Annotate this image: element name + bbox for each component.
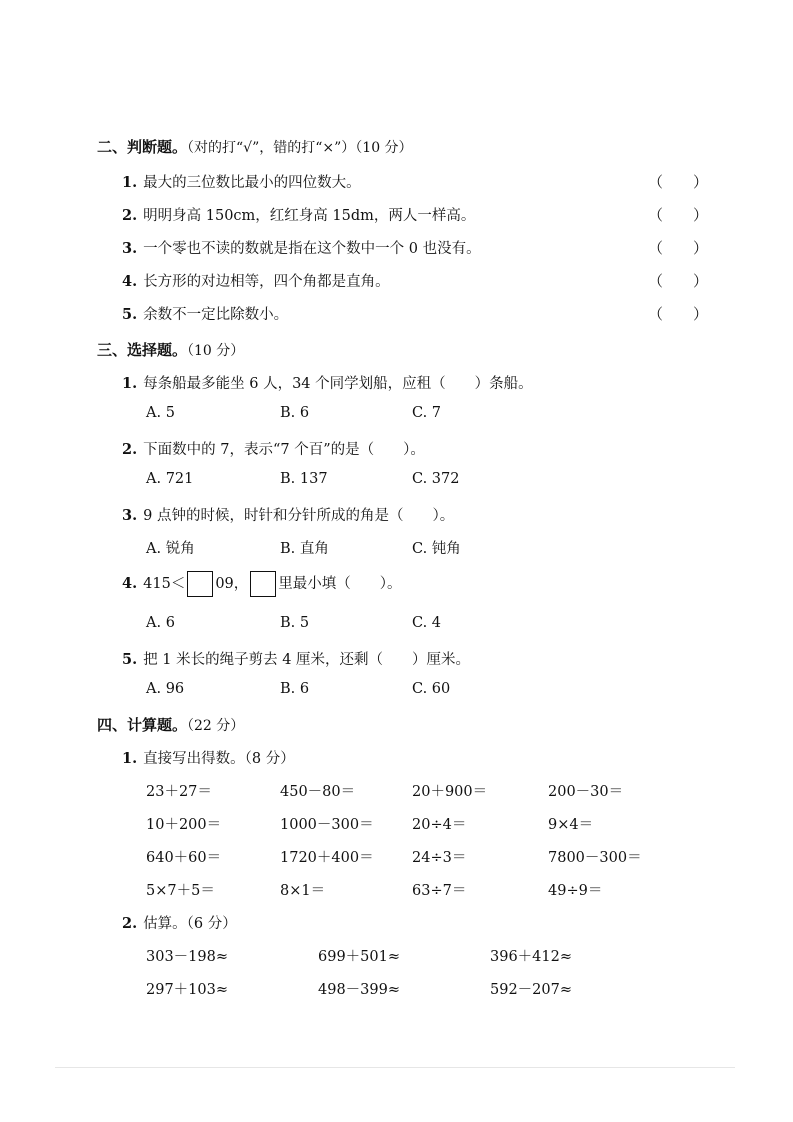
option-b[interactable]: B. 直角 [280,541,329,557]
footer-divider [55,1067,735,1068]
answer-paren[interactable]: （ ） [648,272,709,290]
option-b[interactable]: B. 6 [280,681,310,697]
direct-calc: 200－30＝ [548,784,624,800]
judge-item-4: 4. 长方形的对边相等，四个角都是直角。 [122,273,390,290]
estimate-calc: 396＋412≈ [490,949,573,965]
option-a[interactable]: A. 锐角 [146,541,195,557]
direct-calc: 23＋27＝ [146,784,212,800]
choice-title: 三、选择题。 [97,341,188,359]
option-c[interactable]: C. 7 [412,405,442,421]
judge-item-1: 1. 最大的三位数比最小的四位数大。 [122,174,361,191]
choice-item-2: 2. 下面数中的 7，表示“7 个百”的是（ ）。 [122,441,425,458]
direct-calc: 1720＋400＝ [280,850,374,866]
estimate-calc: 297＋103≈ [146,982,229,998]
option-b[interactable]: B. 5 [280,615,310,631]
direct-calc: 10＋200＝ [146,817,222,833]
direct-calc: 63÷7＝ [412,883,467,899]
estimate-calc: 303－198≈ [146,949,229,965]
direct-calc: 9×4＝ [548,817,594,833]
estimate-calc: 498－399≈ [318,982,401,998]
blank-box[interactable] [250,571,276,597]
direct-calc: 24÷3＝ [412,850,467,866]
direct-calc: 49÷9＝ [548,883,603,899]
choice-section-title [97,339,244,360]
direct-calc: 640＋60＝ [146,850,222,866]
direct-calc: 8×1＝ [280,883,326,899]
direct-calc: 7800－300＝ [548,850,642,866]
judge-item-2: 2. 明明身高 150cm，红红身高 15dm，两人一样高。 [122,207,476,224]
direct-calc: 20÷4＝ [412,817,467,833]
answer-paren[interactable]: （ ） [648,206,709,224]
direct-calc: 20＋900＝ [412,784,488,800]
judge-title: 二、判断题。 [97,138,188,156]
option-a[interactable]: A. 6 [146,615,175,631]
judge-item-3: 3. 一个零也不读的数就是指在这个数中一个 0 也没有。 [122,240,481,257]
direct-calc: 1000－300＝ [280,817,374,833]
answer-paren[interactable]: （ ） [648,239,709,257]
choice-item-5: 5. 把 1 米长的绳子剪去 4 厘米，还剩（ ）厘米。 [122,651,471,668]
calc-section-title [97,714,244,735]
judge-item-5: 5. 余数不一定比除数小。 [122,306,289,323]
option-b[interactable]: B. 6 [280,405,310,421]
judge-note: （对的打“√”，错的打“×”）（10 分） [187,140,413,156]
answer-paren[interactable]: （ ） [648,305,709,323]
option-b[interactable]: B. 137 [280,471,328,487]
direct-calc: 450－80＝ [280,784,356,800]
estimate-calc: 592－207≈ [490,982,573,998]
choice-item-1: 1. 每条船最多能坐 6 人，34 个同学划船，应租（ ）条船。 [122,375,533,392]
calc-title: 四、计算题。 [97,716,188,734]
judge-section-title [97,136,413,157]
calc-sub1-heading: 1. 直接写出得数。（8 分） [122,750,295,767]
choice-note: （10 分） [187,343,245,359]
option-c[interactable]: C. 60 [412,681,451,697]
option-c[interactable]: C. 钝角 [412,541,461,557]
direct-calc: 5×7＋5＝ [146,883,215,899]
option-c[interactable]: C. 372 [412,471,460,487]
calc-sub2-heading: 2. 估算。（6 分） [122,915,237,932]
estimate-calc: 699＋501≈ [318,949,401,965]
choice-item-4: 4. 415＜ 09， 里最小填（ ）。 [122,569,402,599]
calc-note: （22 分） [187,718,245,734]
option-c[interactable]: C. 4 [412,615,442,631]
option-a[interactable]: A. 5 [146,405,175,421]
blank-box[interactable] [187,571,213,597]
choice-item-3: 3. 9 点钟的时候，时针和分针所成的角是（ ）。 [122,507,455,524]
answer-paren[interactable]: （ ） [648,173,709,191]
option-a[interactable]: A. 96 [146,681,185,697]
option-a[interactable]: A. 721 [146,471,194,487]
